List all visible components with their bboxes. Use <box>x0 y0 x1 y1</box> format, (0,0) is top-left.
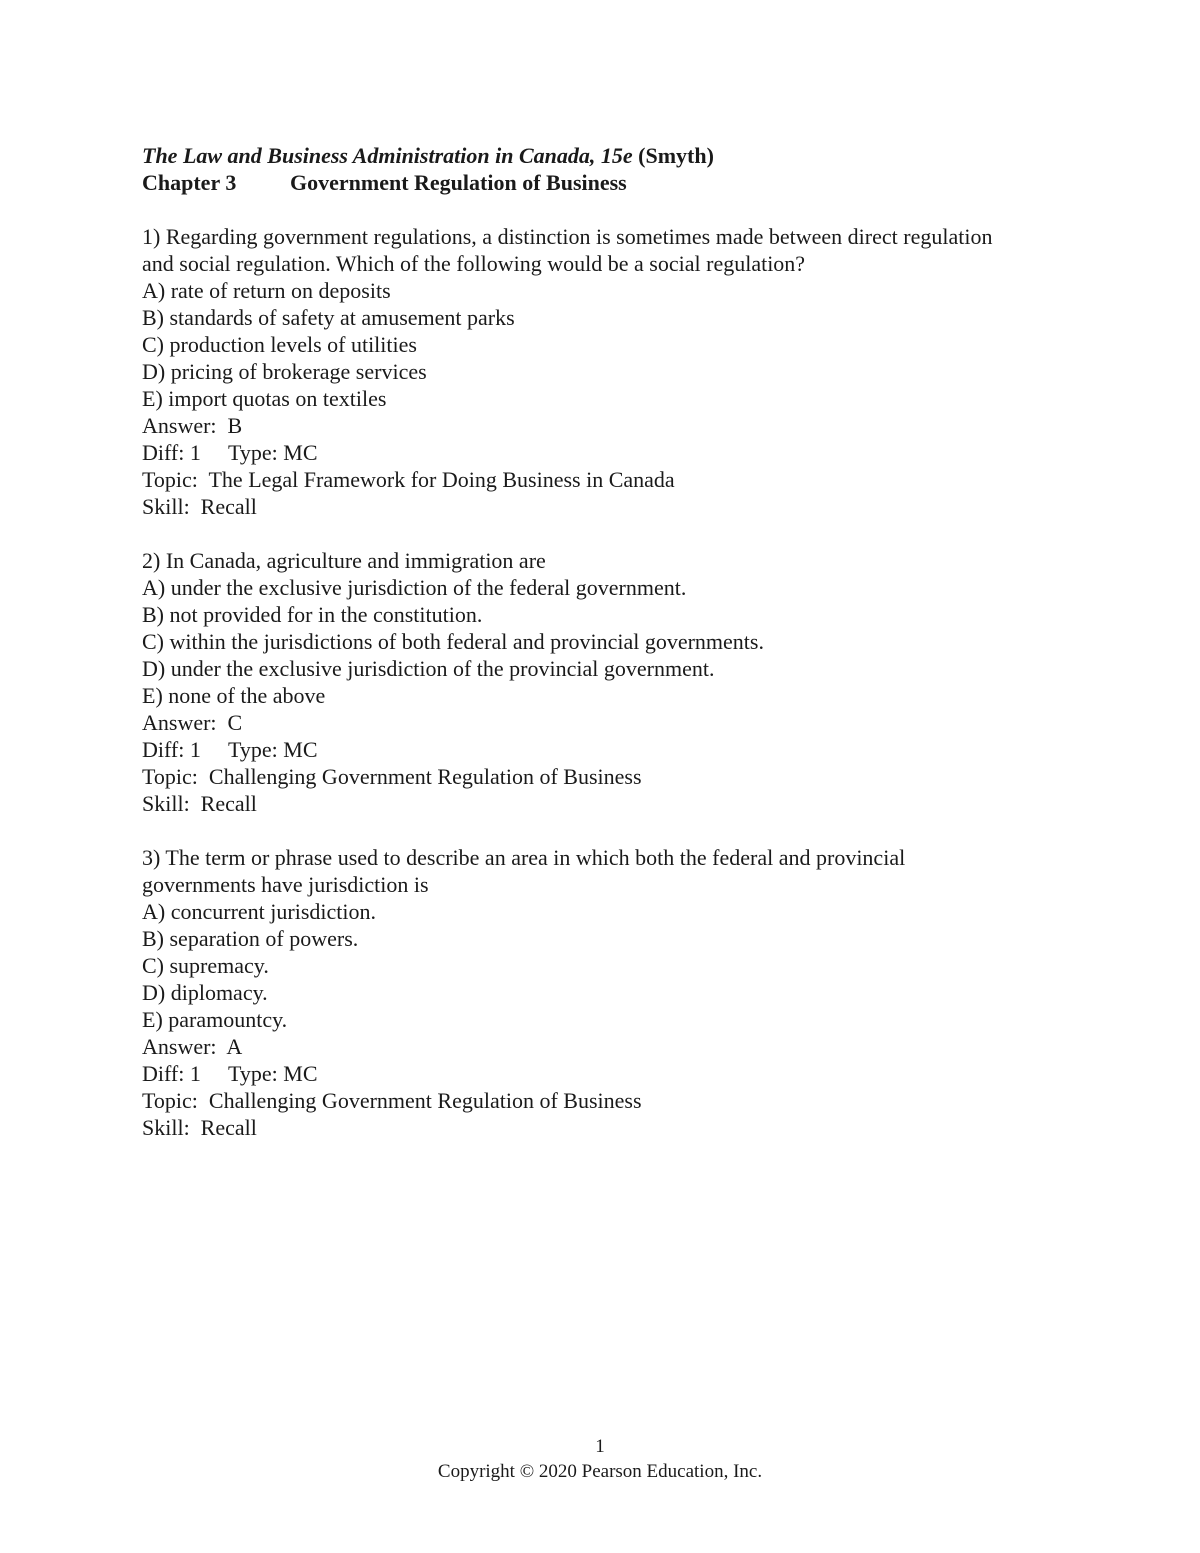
question-stem-line: 3) The term or phrase used to describe an area in which both the federal and provincial <box>142 845 906 870</box>
answer-option: B) standards of safety at amusement parks <box>142 305 515 330</box>
answer-option: C) within the jurisdictions of both federal and provincial governments. <box>142 629 764 654</box>
skill: Skill: Recall <box>142 791 257 816</box>
topic: Topic: The Legal Framework for Doing Business in Canada <box>142 467 675 492</box>
question-stem-line: 1) Regarding government regulations, a distinction is sometimes made between direct regulation <box>142 224 993 249</box>
question-type: Type: MC <box>228 1061 318 1086</box>
copyright-notice: Copyright © 2020 Pearson Education, Inc. <box>437 1461 763 1482</box>
difficulty-type-row <box>142 1060 1082 1087</box>
difficulty: Diff: 1 <box>142 737 201 762</box>
answer-option: C) production levels of utilities <box>142 332 417 357</box>
chapter-number: Chapter 3 <box>142 170 237 195</box>
answer-option: C) supremacy. <box>142 953 269 978</box>
book-title-line <box>142 142 1082 169</box>
answer-option: B) not provided for in the constitution. <box>142 602 483 627</box>
answer-option: D) pricing of brokerage services <box>142 359 427 384</box>
question-1 <box>142 223 1082 520</box>
question-stem-line: 2) In Canada, agriculture and immigration are <box>142 548 546 573</box>
difficulty: Diff: 1 <box>142 1061 201 1086</box>
answer-option: D) diplomacy. <box>142 980 268 1005</box>
question-type: Type: MC <box>228 737 318 762</box>
spacer <box>142 817 1082 844</box>
difficulty: Diff: 1 <box>142 440 201 465</box>
spacer <box>142 196 1082 223</box>
chapter-heading <box>142 169 1082 196</box>
answer-key: Answer: B <box>142 413 243 438</box>
skill: Skill: Recall <box>142 1115 257 1140</box>
question-stem-line: governments have jurisdiction is <box>142 872 429 897</box>
question-3 <box>142 844 1082 1141</box>
page-content <box>142 142 1082 1141</box>
answer-option: E) none of the above <box>142 683 326 708</box>
difficulty-type-row <box>142 439 1082 466</box>
book-author: (Smyth) <box>638 143 714 168</box>
answer-option: E) paramountcy. <box>142 1007 288 1032</box>
question-2 <box>142 547 1082 817</box>
answer-key: Answer: C <box>142 710 243 735</box>
answer-option: D) under the exclusive jurisdiction of the provincial government. <box>142 656 715 681</box>
topic: Topic: Challenging Government Regulation of Business <box>142 1088 642 1113</box>
topic: Topic: Challenging Government Regulation of Business <box>142 764 642 789</box>
spacer <box>142 520 1082 547</box>
answer-key: Answer: A <box>142 1034 243 1059</box>
answer-option: A) concurrent jurisdiction. <box>142 899 376 924</box>
question-stem-line: and social regulation. Which of the following would be a social regulation? <box>142 251 806 276</box>
chapter-title: Government Regulation of Business <box>290 170 627 195</box>
book-title: The Law and Business Administration in Canada, 15e <box>142 143 633 168</box>
answer-option: E) import quotas on textiles <box>142 386 387 411</box>
answer-option: A) rate of return on deposits <box>142 278 391 303</box>
difficulty-type-row <box>142 736 1082 763</box>
skill: Skill: Recall <box>142 494 257 519</box>
answer-option: B) separation of powers. <box>142 926 359 951</box>
question-type: Type: MC <box>228 440 318 465</box>
answer-option: A) under the exclusive jurisdiction of the federal government. <box>142 575 687 600</box>
page-number: 1 <box>595 1436 605 1457</box>
